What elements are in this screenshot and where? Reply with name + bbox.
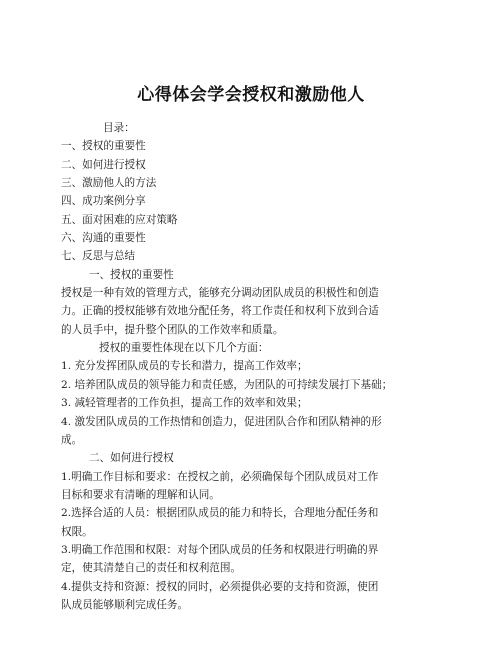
page-title: 心得体会学会授权和激励他人	[137, 85, 365, 105]
list-item: 2.选择合适的人员：根据团队成员的能力和特长，合理地分配任务和	[61, 507, 379, 520]
list-item: 4. 激发团队成员的工作热情和创造力，促进团队合作和团队精神的形	[61, 415, 382, 428]
toc-item: 七、反思与总结	[61, 250, 136, 263]
paragraph-line: 授权是一种有效的管理方式，能够充分调动团队成员的积极性和创造	[61, 287, 379, 300]
list-item: 1. 充分发挥团队成员的专长和潜力，提高工作效率；	[61, 360, 308, 373]
document-body	[61, 119, 491, 614]
toc-item: 二、如何进行授权	[61, 158, 146, 171]
list-item-continuation: 成。	[61, 433, 83, 446]
toc-item: 三、激励他人的方法	[61, 177, 157, 190]
toc-heading: 目录：	[103, 122, 135, 134]
list-item-continuation: 定，使其清楚自己的责任和权利范围。	[61, 562, 242, 575]
toc-item: 六、沟通的重要性	[61, 232, 146, 245]
paragraph-intro: 授权的重要性体现在以下几个方面：	[99, 342, 269, 355]
section-heading: 一、授权的重要性	[89, 268, 174, 281]
toc-item: 四、成功案例分享	[61, 195, 146, 208]
list-item-continuation: 目标和要求有清晰的理解和认同。	[61, 488, 220, 501]
toc-item: 一、授权的重要性	[61, 140, 146, 153]
paragraph-line: 的人员手中，提升整个团队的工作效率和质量。	[61, 323, 284, 336]
list-item-continuation: 队成员能够顺利完成任务。	[61, 598, 189, 611]
section-heading: 二、如何进行授权	[89, 452, 174, 465]
list-item: 3.明确工作范围和权限：对每个团队成员的任务和权限进行明确的界	[61, 543, 379, 556]
list-item: 2. 培养团队成员的领导能力和责任感，为团队的可持续发展打下基础；	[61, 378, 393, 391]
paragraph-line: 力。正确的授权能够有效地分配任务，将工作责任和权利下放到合适	[61, 305, 379, 318]
list-item: 3. 减轻管理者的工作负担，提高工作的效率和效果；	[61, 397, 308, 410]
list-item: 4.提供支持和资源：授权的同时，必须提供必要的支持和资源，使团	[61, 580, 379, 593]
list-item: 1.明确工作目标和要求：在授权之前，必须确保每个团队成员对工作	[61, 470, 379, 483]
toc-item: 五、面对困难的应对策略	[61, 213, 178, 226]
list-item-continuation: 权限。	[61, 525, 93, 538]
